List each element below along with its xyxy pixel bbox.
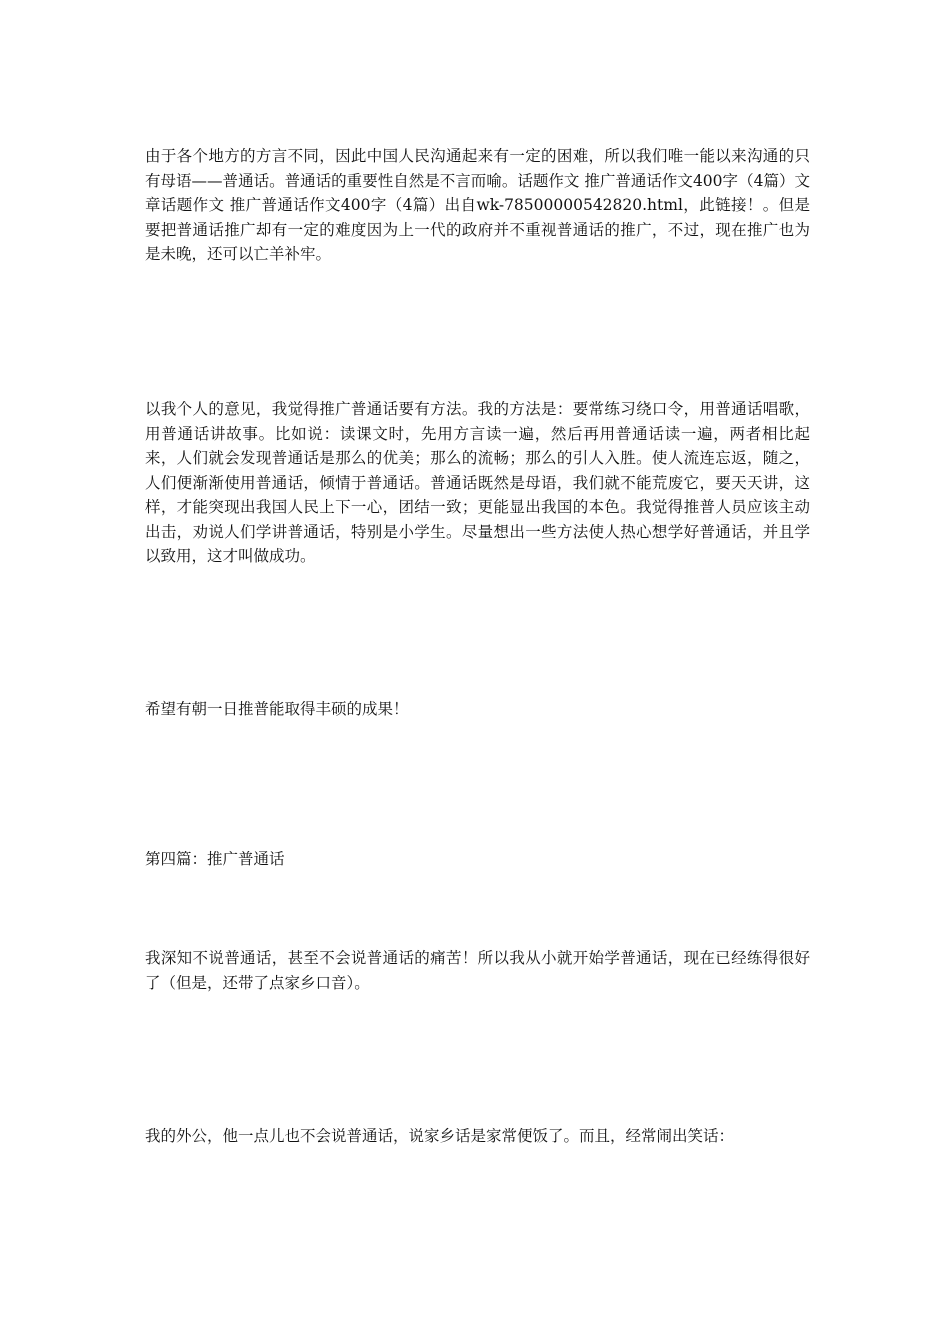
paragraph-dialect-difficulty: 由于各个地方的方言不同，因此中国人民沟通起来有一定的困难，所以我们唯一能以来沟通的只有母语——普通话。普通话的重要性自然是不言而喻。话题作文 推广普通话作文400字（4篇）文章话题作文 推广普通话作文400字（4篇）出自wk-78500000542820.html，此链接！。但是要把普通话推广却有一定的难度因为上一代的政府并不重视普通话的推广，不过，现在推广也为是未晚，还可以亡羊补牢。	[145, 147, 810, 263]
paragraph-promotion-methods: 以我个人的意见，我觉得推广普通话要有方法。我的方法是：要常练习绕口令，用普通话唱歌，用普通话讲故事。比如说：读课文时，先用方言读一遍，然后再用普通话读一遍，两者相比起来，人们就会发现普通话是那么的优美；那么的流畅；那么的引人入胜。使人流连忘返，随之，人们便渐渐使用普通话，倾情于普通话。普通话既然是母语，我们就不能荒废它，要天天讲，这样，才能突现出我国人民上下一心，团结一致；更能显出我国的本色。我觉得推普人员应该主动出击，劝说人们学讲普通话，特别是小学生。尽量想出一些方法使人热心想学好普通话，并且学以致用，这才叫做成功。	[145, 400, 810, 565]
paragraph-hope: 希望有朝一日推普能取得丰硕的成果！	[145, 700, 409, 718]
paragraph-grandfather: 我的外公，他一点儿也不会说普通话，说家乡话是家常便饭了。而且，经常闹出笑话：	[145, 1127, 735, 1145]
paragraph-personal-experience: 我深知不说普通话，甚至不会说普通话的痛苦！所以我从小就开始学普通话，现在已经练得很好了（但是，还带了点家乡口音）。	[145, 949, 810, 992]
section-heading: 第四篇：推广普通话	[145, 850, 285, 868]
